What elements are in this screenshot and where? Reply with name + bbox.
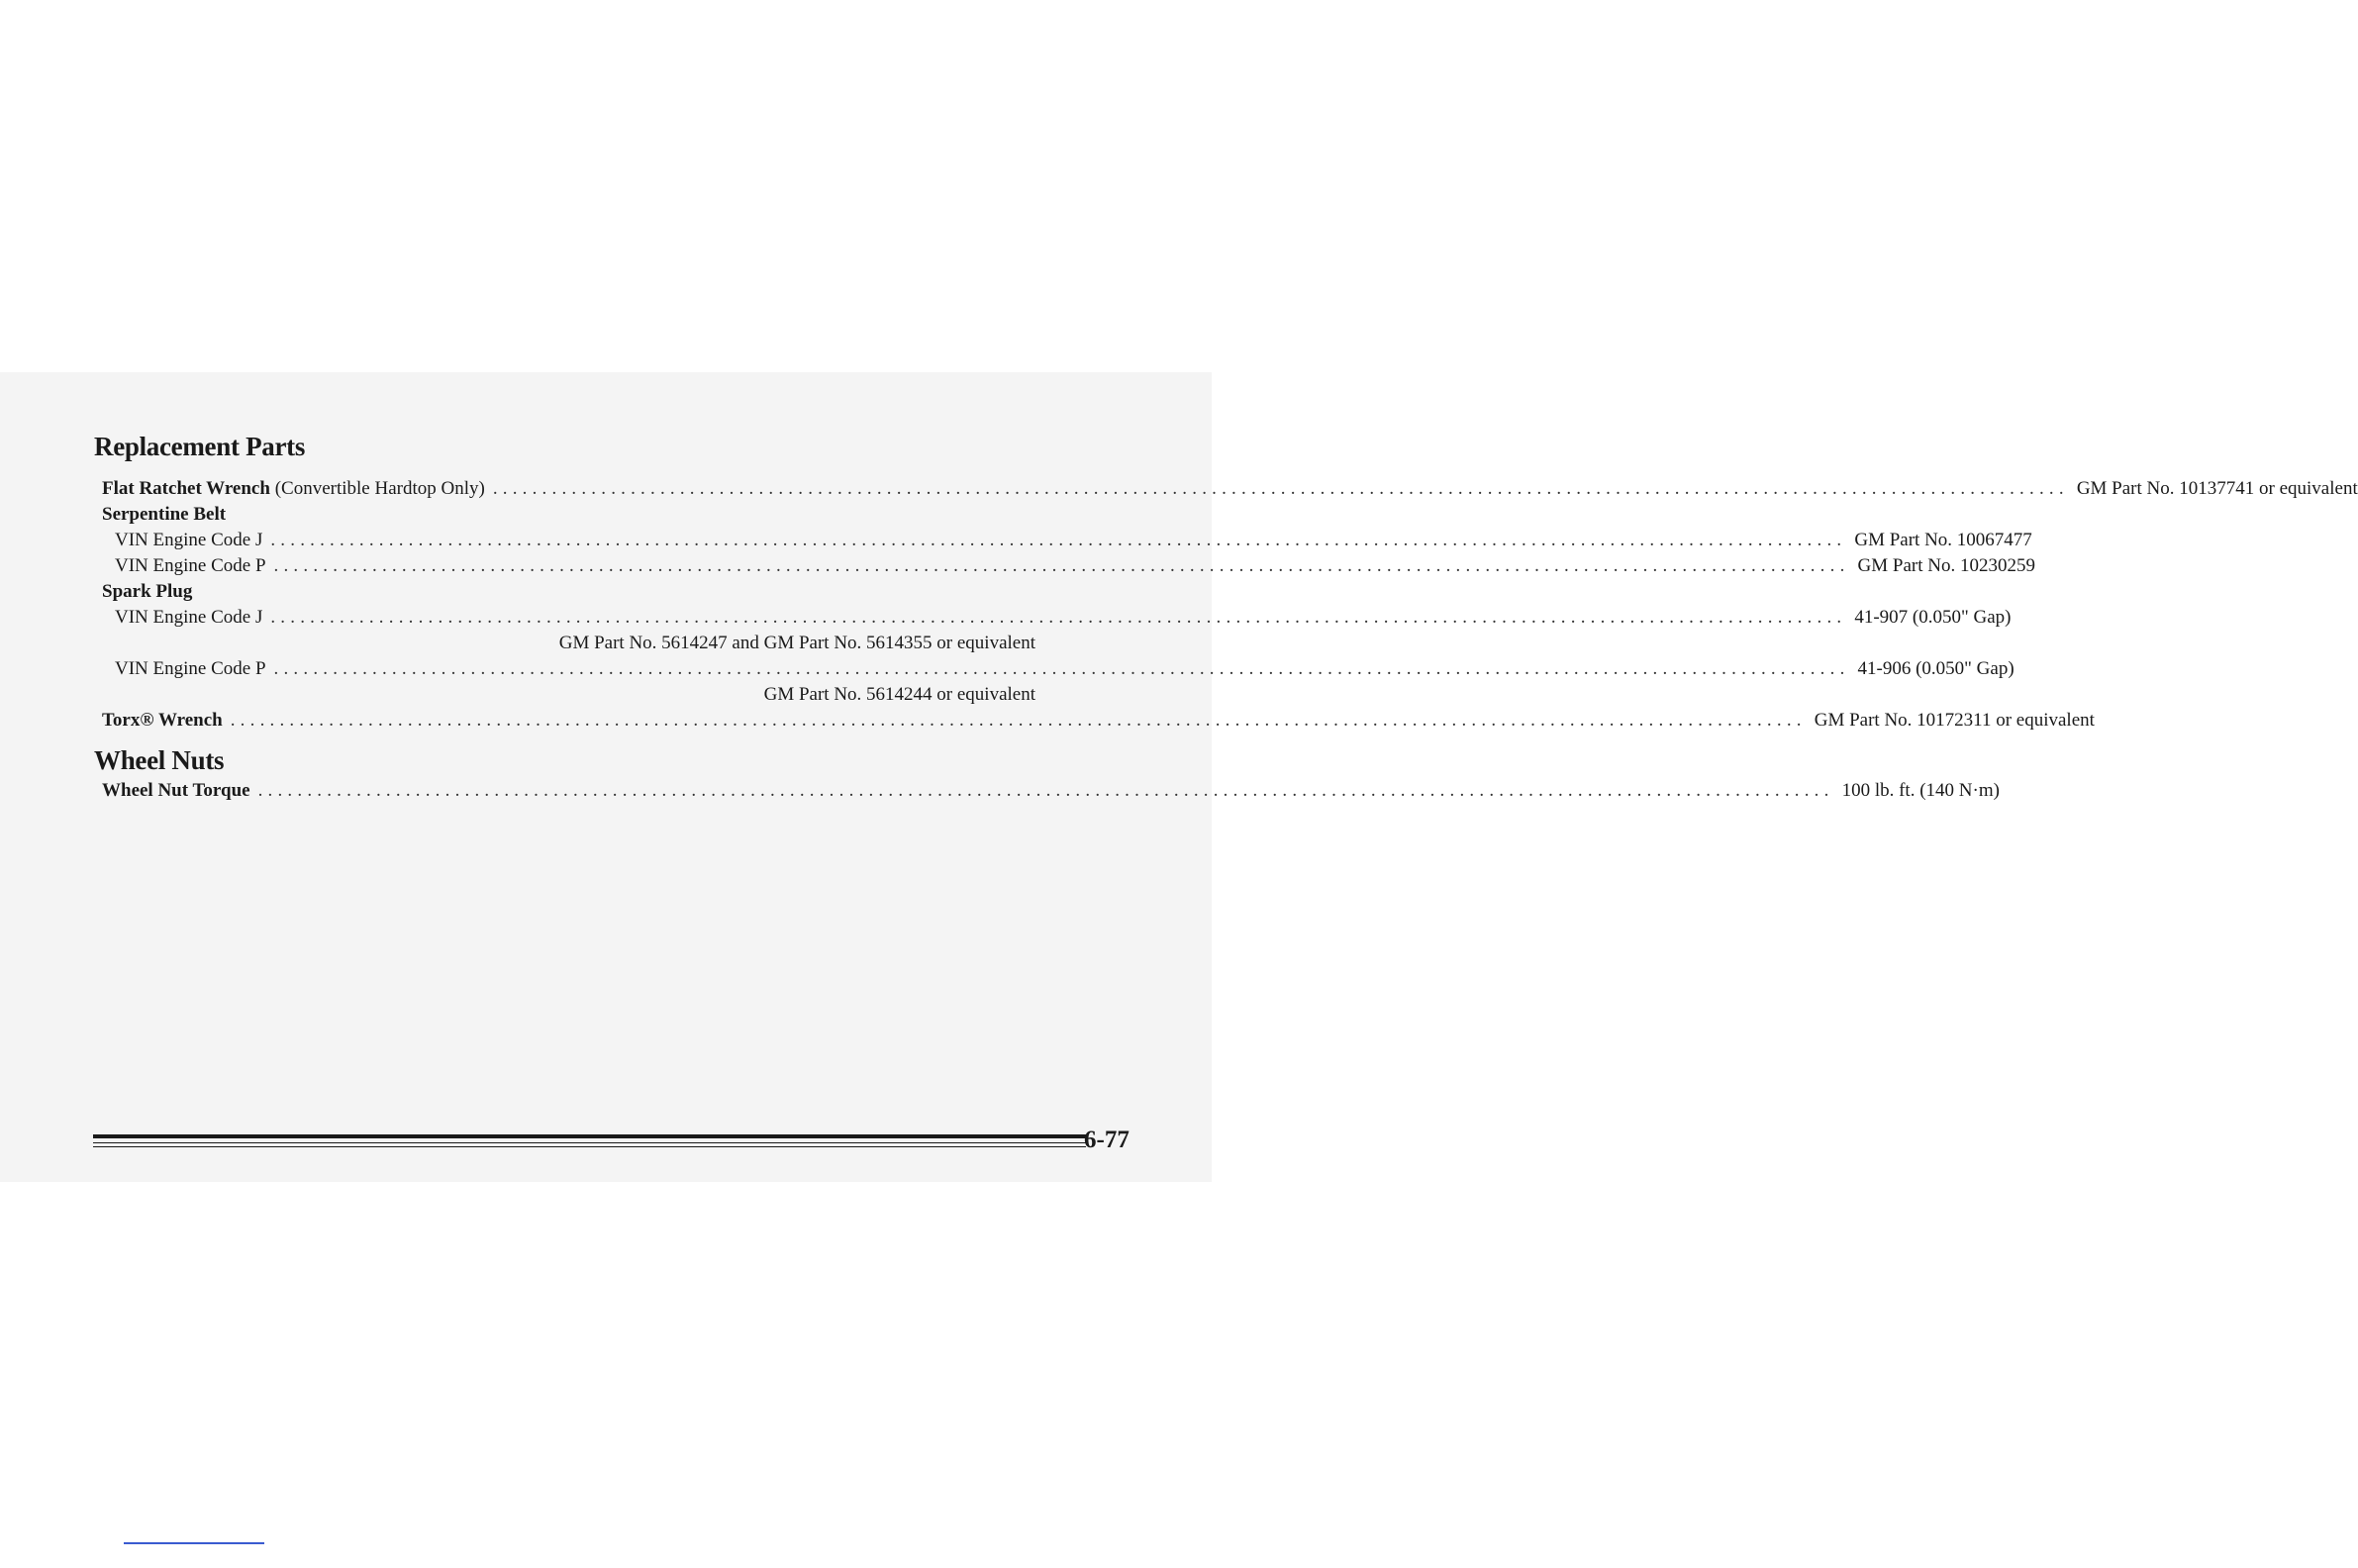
flat-ratchet-note: (Convertible Hardtop Only) xyxy=(274,478,485,499)
page-number: 6-77 xyxy=(1084,1127,1130,1153)
spark-code-j-value: 41-907 (0.050" Gap) xyxy=(1854,607,2012,628)
wheel-nut-torque-row xyxy=(102,780,2000,802)
leader-dots: ................................................................................................................................................................ xyxy=(257,780,1834,801)
torx-value: GM Part No. 10172311 or equivalent xyxy=(1814,710,2095,731)
torx-row xyxy=(102,710,2095,732)
flat-ratchet-label xyxy=(102,478,485,500)
footer-rule-thin-2 xyxy=(93,1146,1086,1147)
spark-code-j-label: VIN Engine Code J xyxy=(115,607,263,628)
leader-dots: ................................................................................................................................................................ xyxy=(270,530,1847,550)
leader-dots: ................................................................................................................................................................ xyxy=(273,658,1850,679)
torx-name: Torx® Wrench xyxy=(102,710,223,731)
replacement-parts-heading: Replacement Parts xyxy=(94,432,306,461)
leader-dots: ................................................................................................................................................................ xyxy=(492,478,2069,499)
flat-ratchet-name: Flat Ratchet Wrench xyxy=(102,478,270,499)
spark-code-p-row xyxy=(115,658,2014,680)
leader-dots: ................................................................................................................................................................ xyxy=(230,710,1807,731)
leader-dots: ................................................................................................................................................................ xyxy=(270,607,1847,628)
wheel-nut-torque-name: Wheel Nut Torque xyxy=(102,780,250,801)
serpentine-code-p-row xyxy=(115,555,2035,577)
wheel-nut-torque-label xyxy=(102,780,250,802)
footer-link-underline xyxy=(124,1542,264,1544)
spark-plug-heading: Spark Plug xyxy=(102,581,193,602)
serpentine-belt-heading: Serpentine Belt xyxy=(102,504,227,525)
wheel-nuts-heading: Wheel Nuts xyxy=(94,745,225,775)
serpentine-code-j-row xyxy=(115,530,2032,551)
serpentine-code-p-label: VIN Engine Code P xyxy=(115,555,266,576)
footer-rule-thin xyxy=(93,1142,1086,1143)
spark-code-p-extra: GM Part No. 5614244 or equivalent xyxy=(763,684,1035,705)
spark-code-p-value: 41-906 (0.050" Gap) xyxy=(1857,658,2014,679)
serpentine-code-j-label: VIN Engine Code J xyxy=(115,530,263,550)
wheel-nut-torque-value: 100 lb. ft. (140 N·m) xyxy=(1841,780,2000,801)
flat-ratchet-row xyxy=(102,478,2358,500)
spark-code-j-row xyxy=(115,607,2012,629)
serpentine-code-j-value: GM Part No. 10067477 xyxy=(1854,530,2032,550)
torx-label xyxy=(102,710,223,732)
spark-code-p-label: VIN Engine Code P xyxy=(115,658,266,679)
serpentine-code-p-value: GM Part No. 10230259 xyxy=(1857,555,2035,576)
spark-code-j-extra: GM Part No. 5614247 and GM Part No. 5614355 or equivalent xyxy=(558,633,1035,653)
footer-rule-thick xyxy=(93,1134,1086,1138)
flat-ratchet-value: GM Part No. 10137741 or equivalent xyxy=(2076,478,2358,499)
leader-dots: ................................................................................................................................................................ xyxy=(273,555,1850,576)
